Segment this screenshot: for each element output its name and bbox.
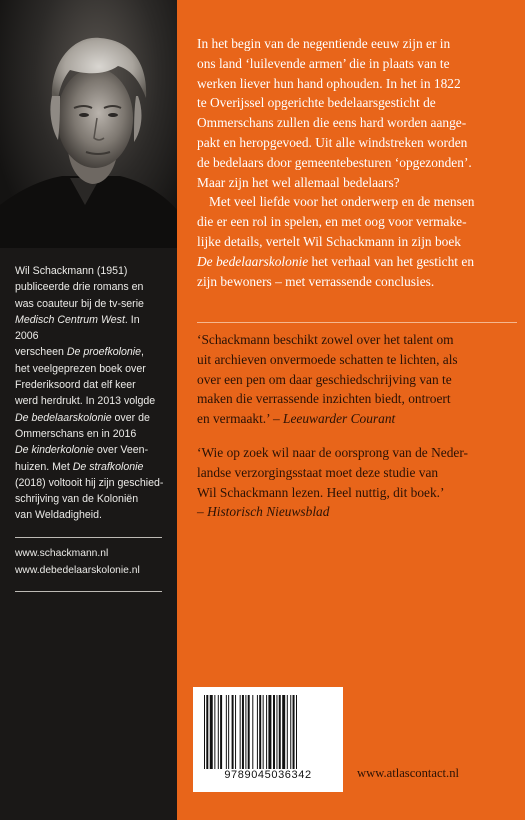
author-portrait-image — [0, 0, 177, 248]
barcode-bars — [204, 695, 332, 769]
website-link-bedelaarskolonie[interactable]: www.debedelaarskolonie.nl — [15, 564, 140, 576]
bio-line: publiceerde drie romans en — [15, 281, 144, 294]
barcode-bar — [242, 695, 244, 769]
bio-line: het veelgeprezen boek over — [15, 362, 146, 375]
barcode-bar — [293, 695, 295, 769]
divider — [197, 322, 517, 323]
author-links — [15, 546, 175, 579]
barcode-bar — [240, 695, 241, 769]
left-panel — [0, 0, 177, 820]
barcode-bar — [218, 695, 219, 769]
bio-line: Medisch Centrum West. In 2006 — [15, 313, 140, 343]
bio-line: De kinderkolonie over Veen- — [15, 444, 149, 457]
author-bio — [15, 263, 165, 524]
barcode-bar — [228, 695, 229, 769]
back-cover-blurb — [197, 34, 515, 291]
barcode-bar — [226, 695, 227, 769]
author-photo — [0, 0, 177, 248]
barcode-bar — [266, 695, 267, 769]
barcode-bar — [248, 695, 250, 769]
bio-line: verscheen De proefkolonie, — [15, 346, 144, 359]
divider — [15, 591, 162, 592]
bio-line: (2018) voltooit hij zijn geschied- — [15, 476, 164, 489]
barcode-bar — [268, 695, 271, 769]
bio-line: was coauteur bij de tv-serie — [15, 297, 144, 310]
isbn-number: 9789045036342 — [224, 769, 312, 781]
review-quote-leeuwarder: ‘Schackmann beschikt zowel over het talent om uit archieven onvermoede schatten te lichten, als over een pen om daar geschiedschrijving van te maken die verrassende inzichten biedt, ontroert en vermaakt.’ – Leeuwarder Courant — [197, 332, 458, 427]
bio-line: De bedelaarskolonie over de — [15, 411, 150, 424]
barcode-bar — [252, 695, 253, 769]
review-quotes — [197, 330, 515, 522]
blurb-paragraph-1: In het begin van de negentiende eeuw zijn er in ons land ‘luilevende armen’ die in plaats van te werken liever hun hand ophouden. In het in 1822 te Overijssel opgerichte bedelaarsgesticht de Ommerschans zullen die eens hard worden aange- pakt en heropgevoed. Uit alle windstreken worden de bedelaars door gemeentebesturen ‘opgezonden’. Maar zijn het wel allemaal bedelaars? — [197, 36, 472, 190]
barcode-bar — [273, 695, 275, 769]
publisher-url[interactable]: www.atlascontact.nl — [357, 766, 459, 780]
website-link-schackmann[interactable]: www.schackmann.nl — [15, 548, 109, 559]
barcode-bar — [235, 695, 236, 769]
barcode-bar — [259, 695, 261, 769]
barcode-bar — [204, 695, 205, 769]
barcode-bar — [276, 695, 277, 769]
barcode-bar — [290, 695, 291, 769]
review-quote-historisch: ‘Wie op zoek wil naar de oorsprong van de Neder- landse verzorgingsstaat moet deze studie van Wil Schackmann lezen. Heel nuttig, dit boek.’ – Historisch Nieuwsblad — [197, 444, 468, 520]
barcode-bar — [287, 695, 288, 769]
barcode-bar — [206, 695, 208, 769]
barcode-bar — [232, 695, 234, 769]
barcode-bar — [282, 695, 285, 769]
barcode-bar — [210, 695, 213, 769]
barcode-bar — [245, 695, 246, 769]
bio-line: Wil Schackmann (1951) — [15, 265, 128, 277]
bio-line: werd herdrukt. In 2013 volgde — [15, 395, 156, 408]
isbn-barcode — [193, 687, 343, 792]
bio-line: Ommerschans en in 2016 — [15, 427, 137, 440]
barcode-bar — [214, 695, 215, 769]
barcode-bar — [296, 695, 297, 769]
bio-line: Frederiksoord dat elf keer — [15, 379, 136, 392]
bio-line: schrijving van de Koloniën — [15, 493, 139, 506]
blurb-paragraph-2: Met veel liefde voor het onderwerp en de mensen die er een rol in spelen, en met oog voor vermake- lijke details, vertelt Wil Schackmann in zijn boek De bedelaarskolonie het verhaal van het gesticht en zijn bewoners – met verrassende conclusies. — [197, 194, 475, 289]
barcode-bar — [257, 695, 258, 769]
barcode-bar — [263, 695, 264, 769]
divider — [15, 537, 162, 538]
bio-line: huizen. Met De strafkolonie — [15, 460, 144, 473]
bio-line: van Weldadigheid. — [15, 509, 102, 522]
barcode-bar — [279, 695, 281, 769]
barcode-bar — [220, 695, 222, 769]
